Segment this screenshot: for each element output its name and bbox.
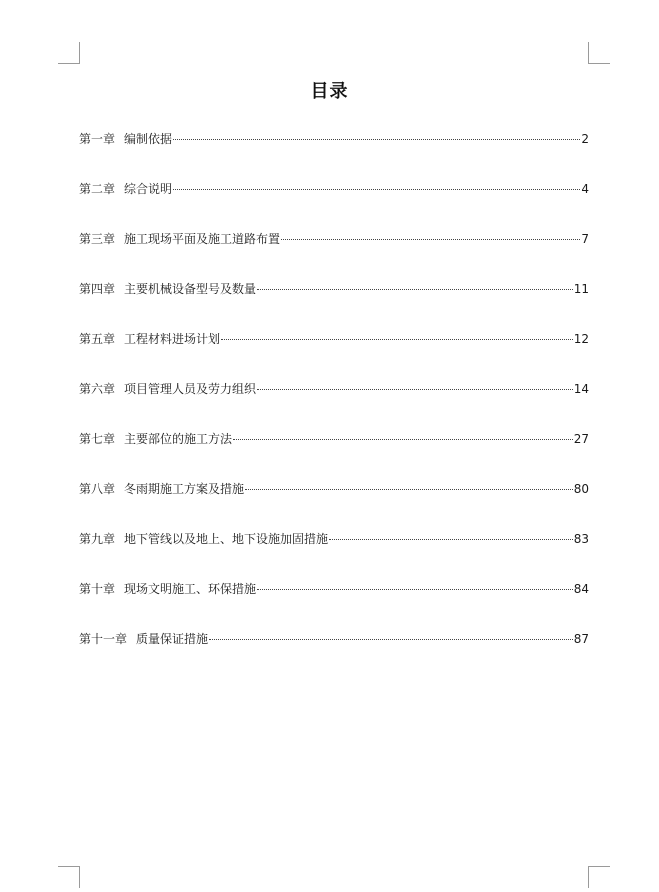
toc-entry[interactable] (79, 380, 589, 430)
toc-dot-leader (257, 389, 573, 390)
toc-page-number: 27 (573, 432, 589, 446)
crop-mark-top-right (588, 42, 610, 64)
toc-chapter-number: 第十一章 (79, 632, 128, 646)
toc-heading: 地下管线以及地上、地下设施加固措施 (124, 532, 329, 546)
toc-heading: 冬雨期施工方案及措施 (124, 482, 245, 496)
toc-heading: 主要部位的施工方法 (124, 432, 233, 446)
toc-page-number: 83 (573, 532, 589, 546)
toc-dot-leader (245, 489, 573, 490)
toc-page-number: 7 (581, 232, 589, 246)
toc-entry[interactable] (79, 630, 589, 680)
crop-mark-bottom-right (588, 866, 610, 888)
toc-heading: 质量保证措施 (136, 632, 209, 646)
toc-dot-leader (173, 139, 580, 140)
toc-chapter-number: 第五章 (79, 332, 116, 346)
toc-entry[interactable] (79, 130, 589, 180)
crop-mark-bottom-left (58, 866, 80, 888)
toc-page-number: 2 (581, 132, 589, 146)
toc-heading: 工程材料进场计划 (124, 332, 221, 346)
toc-page-number: 14 (573, 382, 589, 396)
toc-heading: 主要机械设备型号及数量 (124, 282, 257, 296)
toc-page-number: 87 (573, 632, 589, 646)
toc-chapter-number: 第一章 (79, 132, 116, 146)
toc-heading: 现场文明施工、环保措施 (124, 582, 257, 596)
toc-chapter-number: 第二章 (79, 182, 116, 196)
toc-heading: 综合说明 (124, 182, 173, 196)
toc-entry[interactable] (79, 230, 589, 280)
toc-heading: 施工现场平面及施工道路布置 (124, 232, 281, 246)
toc-page-number: 11 (573, 282, 589, 296)
toc-dot-leader (257, 289, 573, 290)
toc-entry[interactable] (79, 530, 589, 580)
toc-chapter-number: 第七章 (79, 432, 116, 446)
table-of-contents (79, 130, 589, 680)
toc-entry[interactable] (79, 330, 589, 380)
toc-dot-leader (233, 439, 573, 440)
toc-page-number: 80 (573, 482, 589, 496)
toc-entry[interactable] (79, 280, 589, 330)
toc-dot-leader (173, 189, 580, 190)
toc-chapter-number: 第六章 (79, 382, 116, 396)
toc-chapter-number: 第八章 (79, 482, 116, 496)
toc-page-number: 84 (573, 582, 589, 596)
toc-entry[interactable] (79, 480, 589, 530)
toc-dot-leader (329, 539, 573, 540)
toc-page-number: 4 (581, 182, 589, 196)
toc-entry[interactable] (79, 180, 589, 230)
toc-heading: 编制依据 (124, 132, 173, 146)
toc-chapter-number: 第三章 (79, 232, 116, 246)
toc-dot-leader (257, 589, 573, 590)
toc-chapter-number: 第九章 (79, 532, 116, 546)
toc-heading: 项目管理人员及劳力组织 (124, 382, 257, 396)
toc-title: 目录 (310, 81, 349, 102)
toc-dot-leader (281, 239, 580, 240)
toc-entry[interactable] (79, 430, 589, 480)
toc-chapter-number: 第十章 (79, 582, 116, 596)
toc-entry[interactable] (79, 580, 589, 630)
toc-dot-leader (221, 339, 573, 340)
toc-chapter-number: 第四章 (79, 282, 116, 296)
toc-page-number: 12 (573, 332, 589, 346)
toc-dot-leader (209, 639, 573, 640)
crop-mark-top-left (58, 42, 80, 64)
